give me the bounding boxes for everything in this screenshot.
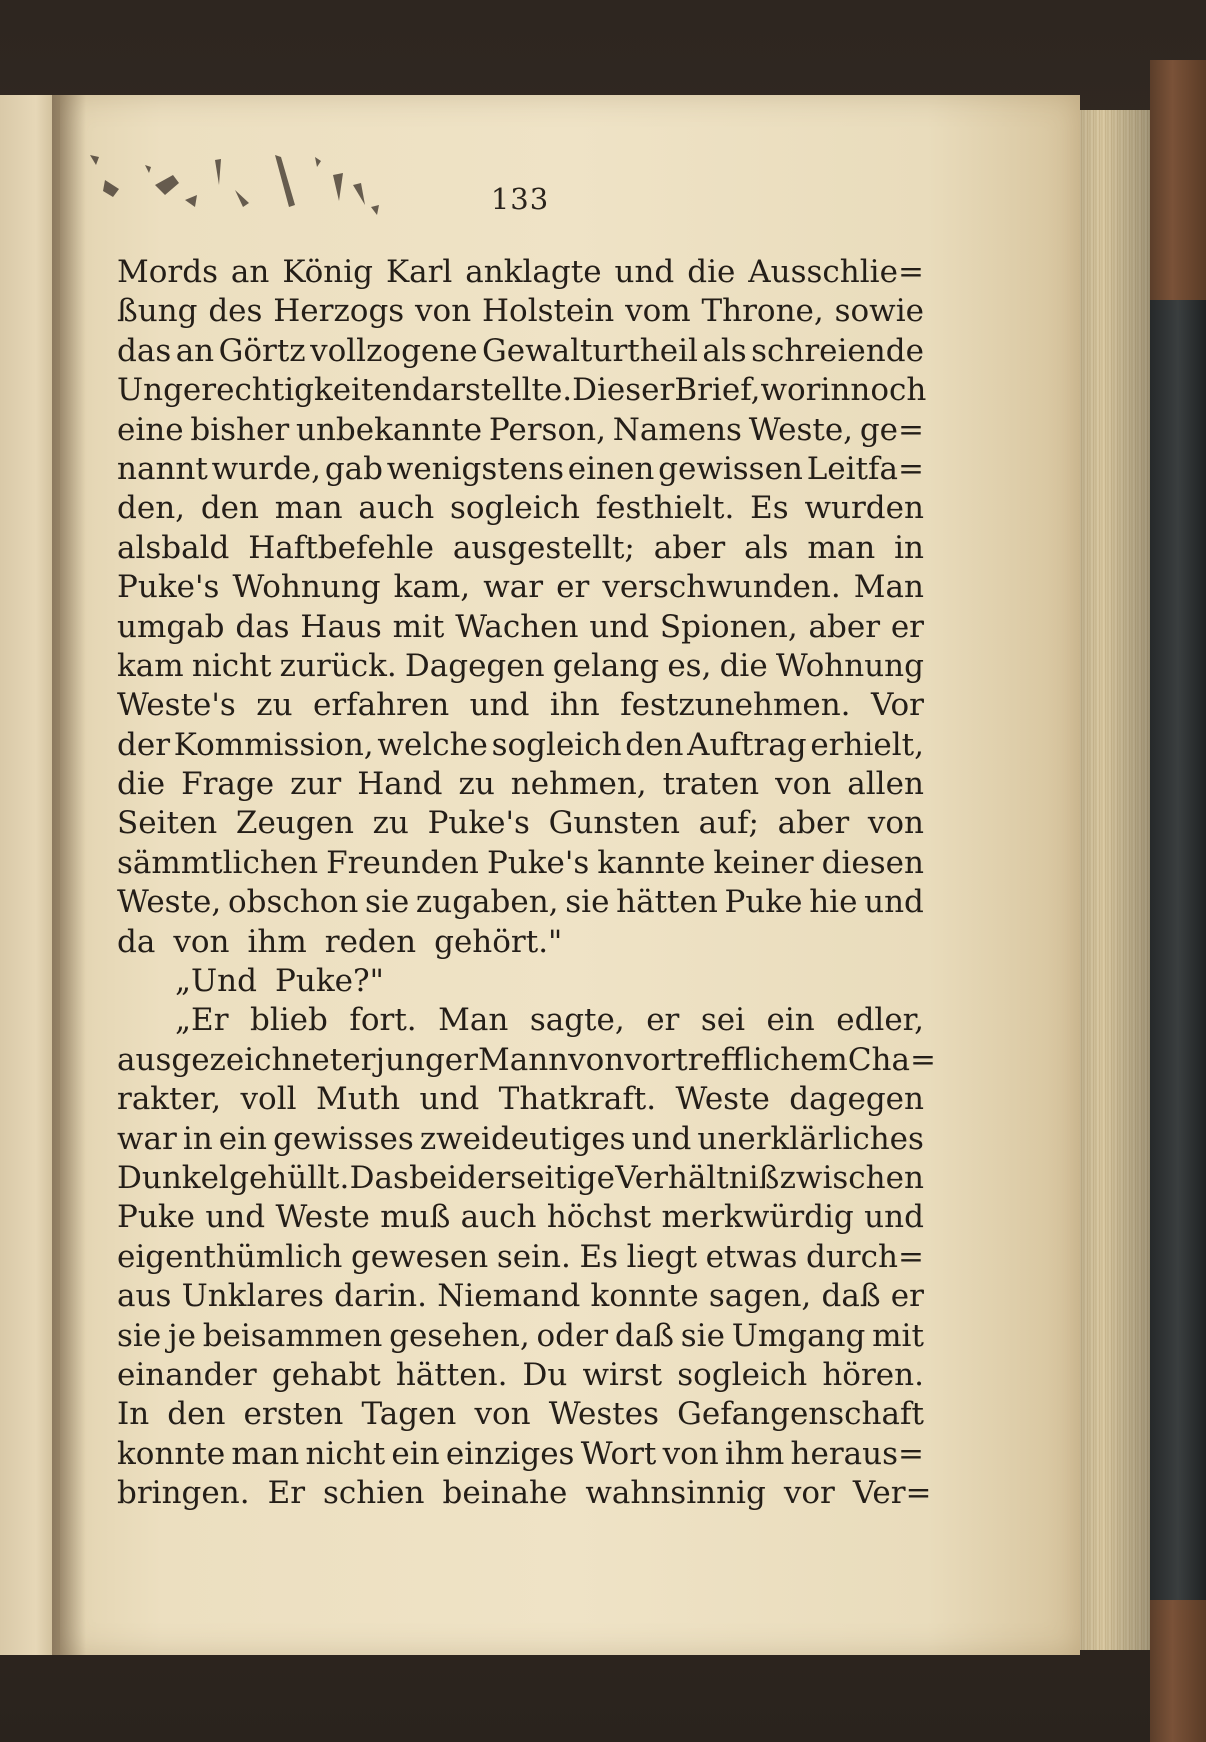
text-line: war in ein gewisses zweideutiges und unerklärliches [117, 1120, 924, 1157]
text-line: den, den man auch sogleich festhielt. Es wurden [117, 490, 924, 527]
text-line: alsbald Haftbefehle ausgestellt; aber als man in [117, 529, 924, 566]
text-line: Weste's zu erfahren und ihn festzunehmen. Vor [117, 687, 924, 724]
body-text [117, 253, 936, 1514]
text-line: umgab das Haus mit Wachen und Spionen, aber er [117, 608, 924, 645]
gutter-shadow [52, 95, 86, 1655]
text-line: Puke und Weste muß auch höchst merkwürdig und [117, 1199, 924, 1236]
text-line: ßung des Herzogs von Holstein vom Throne, sowie [117, 293, 924, 330]
text-line: kam nicht zurück. Dagegen gelang es, die Wohnung [117, 647, 924, 684]
text-line: ausgezeichneter junger Mann von vortrefflichem Cha= [117, 1041, 936, 1078]
text-line: die Frage zur Hand zu nehmen, traten von allen [117, 766, 924, 803]
text-line: einander gehabt hätten. Du wirst sogleich hören. [117, 1356, 924, 1393]
cloth-binding [1150, 300, 1206, 1600]
text-line: bringen. Er schien beinahe wahnsinnig vor Ver= [117, 1475, 932, 1512]
left-facing-page [0, 95, 60, 1655]
text-line: Puke's Wohnung kam, war er verschwunden. Man [117, 569, 924, 606]
text-line: eigenthümlich gewesen sein. Es liegt etwas durch= [117, 1238, 924, 1275]
text-line: Seiten Zeugen zu Puke's Gunsten auf; aber von [117, 805, 924, 842]
text-line: aus Unklares darin. Niemand konnte sagen, daß er [117, 1278, 924, 1315]
text-line: konnte man nicht ein einziges Wort von ihm heraus= [117, 1435, 924, 1472]
text-line: Mords an König Karl anklagte und die Ausschlie= [117, 254, 924, 290]
text-line: das an Görtz vollzogene Gewalturtheil als schreiende [117, 332, 924, 369]
text-line: Dunkel gehüllt. Das beiderseitige Verhältniß zwischen [117, 1159, 924, 1196]
text-line: rakter, voll Muth und Thatkraft. Weste dagegen [117, 1081, 924, 1118]
text-line: der Kommission, welche sogleich den Auftrag erhielt, [117, 726, 924, 763]
text-line: da von ihm reden gehört." [117, 923, 563, 960]
text-line: Weste, obschon sie zugaben, sie hätten Puke hie und [117, 884, 924, 921]
text-line: sie je beisammen gesehen, oder daß sie Umgang mit [117, 1317, 924, 1354]
page-edges-shade [1070, 110, 1150, 1650]
text-line: eine bisher unbekannte Person, Namens Weste, ge= [117, 411, 924, 448]
page-number: 133 [490, 182, 550, 216]
ink-smudge-marks [85, 145, 425, 235]
text-line: Ungerechtigkeiten darstellte. Dieser Brief, worin noch [117, 372, 927, 409]
text-line: In den ersten Tagen von Westes Gefangenschaft [117, 1396, 924, 1433]
text-line: „Er blieb fort. Man sagte, er sei ein edler, [175, 1002, 924, 1039]
text-line: nannt wurde, gab wenigstens einen gewissen Leitfa= [117, 450, 924, 487]
text-line: „Und Puke?" [175, 963, 384, 1000]
text-line: sämmtlichen Freunden Puke's kannte keiner diesen [117, 844, 924, 881]
